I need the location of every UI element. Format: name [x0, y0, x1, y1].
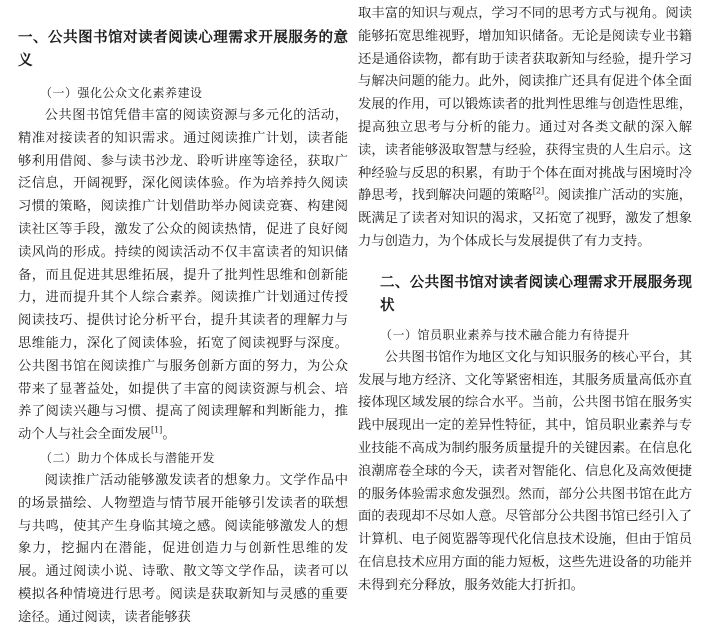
continued-text-a: 取丰富的知识与观点，学习不同的思考方式与视角。阅读能够拓宽思维视野，增加知识储备。无论是阅读专业书籍还是通俗读物，都有助于读者获取新知与经验，提升学习与解决问题的能力。此外，阅读推广还具有促进个体全面发展的作用，可以锻炼读者的批判性思维与创造性思维，提高独立思考与分析的能力。通过对各类文献的深入解读，读者能够汲取智慧与经验，获得宝贵的人生启示。这种经验与反思的积累，有助于个体在面对挑战与困境时冷静思考，找到解决问题的策略 [358, 6, 692, 204]
subsection-3-title: （一）馆员职业素养与技术融合能力有待提升 [380, 327, 631, 342]
subsection-3-paragraph: 公共图书馆作为地区文化与知识服务的核心平台，其发展与地方经济、文化等紧密相连，其服务质量高低亦直接体现区域发展的综合水平。当前，公共图书馆在服务实践中展现出一定的差异性特征，其中，馆员职业素养与专业技能不高成为制约服务质量提升的关键因素。在信息化浪潮席卷全球的今天，读者对智能化、信息化及高效便捷的服务体验需求愈发强烈。然而，部分公共图书馆在此方面的表现却不尽如人意。尽管部分公共图书馆已经引入了计算机、电子阅览器等现代化信息技术设施，但由于馆员在信息技术应用方面的能力短板，这些先进设备的功能并未得到充分释放，服务效能大打折扣。 [358, 349, 692, 593]
left-column [18, 27, 348, 630]
subsection-2-paragraph: 阅读推广活动能够激发读者的想象力。文学作品中的场景描绘、人物塑造与情节展开能够引发读者的联想与共鸣，使其产生身临其境之感。阅读能够激发人的想象力，挖掘内在潜能，促进创造力与创新性思维的发展。通过阅读小说、诗歌、散文等文学作品，读者可以模拟各种情境进行思考。阅读是获取新知与灵感的重要途径。通过阅读，读者能够获 [18, 472, 348, 625]
continued-text-b: 。阅读推广活动的实施，既满足了读者对知识的渴求，又拓宽了视野，激发了想象力与创造力，为个体成长与发展提供了有力支持。 [358, 188, 693, 249]
subsection-1-end: 。 [162, 427, 176, 443]
citation-2: [2] [532, 186, 545, 196]
subsection-1-paragraph [18, 105, 348, 447]
subsection-2-title: （二）助力个体成长与潜能开发 [40, 450, 216, 465]
right-column [358, 3, 692, 598]
section-1-title: 一、公共图书馆对读者阅读心理需求开展服务的意义 [18, 30, 348, 69]
citation-1: [1] [150, 425, 163, 435]
section-2-title: 二、公共图书馆对读者阅读心理需求开展服务现状 [380, 274, 692, 314]
subsection-1-text: 公共图书馆凭借丰富的阅读资源与多元化的活动，精准对接读者的知识需求。通过阅读推广计划，读者能够利用借阅、参与读书沙龙、聆听讲座等途径，获取广泛信息，开阔视野，深化阅读体验。作为培养持久阅读习惯的策略，阅读推广计划借助举办阅读竞赛、构建阅读社区等手段，激发了公众的阅读热情，促进了良好阅读风尚的形成。持续的阅读活动不仅丰富读者的知识储备，而且促进其思维拓展，提升了批判性思维和创新能力，进而提升其个人综合素养。阅读推广计划通过传授阅读技巧、提供讨论分析平台，提升其读者的理解力与思维能力，深化了阅读体验，拓宽了阅读视野与深度。公共图书馆在阅读推广与服务创新方面的努力，为公众带来了显著益处，如提供了丰富的阅读资源与机会、培养了阅读兴趣与习惯、提高了阅读理解和判断能力，推动个人与社会全面发展 [18, 108, 348, 443]
subsection-1-title: （一）强化公众文化素养建设 [40, 86, 203, 100]
continued-paragraph [358, 3, 692, 254]
